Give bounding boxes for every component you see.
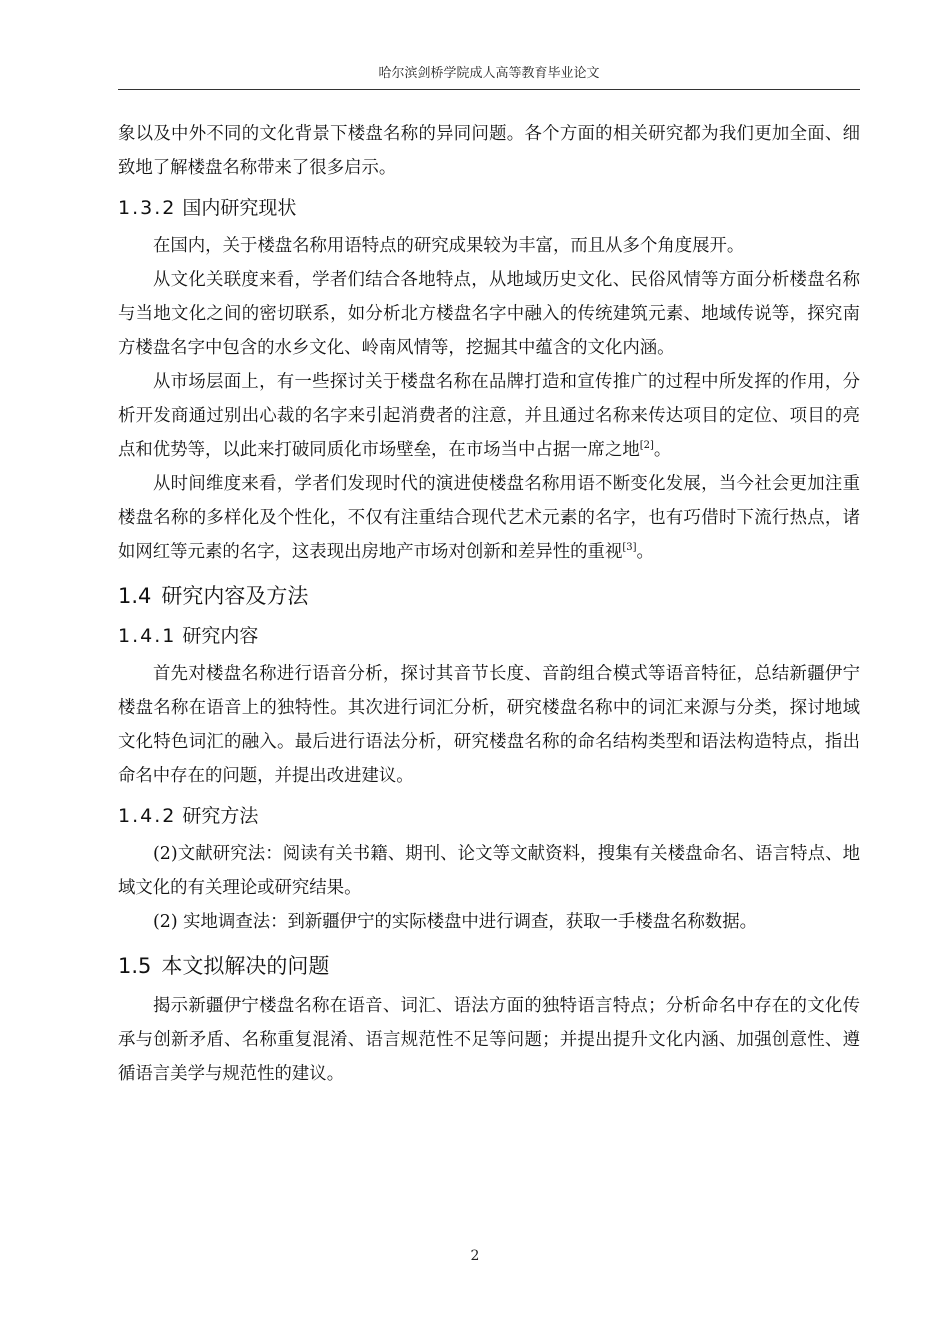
section-heading-1-4-2 — [118, 801, 860, 831]
citation-ref: [2] — [639, 440, 654, 451]
section-heading-1-4 — [118, 579, 860, 613]
intro-paragraph: 象以及中外不同的文化背景下楼盘名称的异同问题。各个方面的相关研究都为我们更加全面、细致地了解楼盘名称带来了很多启示。 — [118, 124, 860, 178]
method-item: (2) 实地调查法：到新疆伊宁的实际楼盘中进行调查，获取一手楼盘名称数据。 — [153, 912, 758, 932]
paragraph-end: 。 — [636, 542, 654, 562]
section-title: 研究内容及方法 — [161, 584, 309, 608]
section-number: 1.4.1 — [118, 625, 177, 647]
section-heading-1-4-1 — [118, 621, 860, 651]
section-title: 本文拟解决的问题 — [161, 954, 330, 978]
method-item: (2)文献研究法：阅读有关书籍、期刊、论文等文献资料，搜集有关楼盘命名、语言特点、地域文化的有关理论或研究结果。 — [118, 844, 860, 898]
paragraph: 在国内，关于楼盘名称用语特点的研究成果较为丰富，而且从多个角度展开。 — [153, 236, 745, 256]
section-title: 国内研究现状 — [182, 197, 297, 219]
section-title: 研究方法 — [182, 805, 259, 827]
document-body — [118, 117, 860, 1091]
section-heading-1-5 — [118, 949, 860, 983]
section-number: 1.5 — [118, 954, 152, 978]
section-heading-1-3-2 — [118, 193, 860, 223]
page-header: 哈尔滨剑桥学院成人高等教育毕业论文 — [378, 66, 600, 81]
section-number: 1.4.2 — [118, 805, 177, 827]
section-number: 1.3.2 — [118, 197, 177, 219]
citation-ref: [3] — [622, 542, 637, 553]
paragraph — [118, 365, 860, 467]
header-rule — [118, 89, 860, 90]
paragraph: 首先对楼盘名称进行语音分析，探讨其音节长度、音韵组合模式等语音特征，总结新疆伊宁楼盘名称在语音上的独特性。其次进行词汇分析，研究楼盘名称中的词汇来源与分类，探讨地域文化特色词汇的融入。最后进行语法分析，研究楼盘名称的命名结构类型和语法构造特点，指出命名中存在的问题，并提出改进建议。 — [118, 664, 860, 786]
paragraph — [118, 467, 860, 569]
section-number: 1.4 — [118, 584, 152, 608]
page-number: 2 — [470, 1248, 480, 1264]
paragraph-text: 从时间维度来看，学者们发现时代的演进使楼盘名称用语不断变化发展，当今社会更加注重楼盘名称的多样化及个性化，不仅有注重结合现代艺术元素的名字，也有巧借时下流行热点，诸如网红等元素的名字，这表现出房地产市场对创新和差异性的重视 — [118, 474, 860, 562]
paragraph: 从文化关联度来看，学者们结合各地特点，从地域历史文化、民俗风情等方面分析楼盘名称与当地文化之间的密切联系，如分析北方楼盘名字中融入的传统建筑元素、地域传说等，探究南方楼盘名字中包含的水乡文化、岭南风情等，挖掘其中蕴含的文化内涵。 — [118, 270, 860, 358]
section-title: 研究内容 — [182, 625, 259, 647]
paragraph-text: 从市场层面上，有一些探讨关于楼盘名称在品牌打造和宣传推广的过程中所发挥的作用，分析开发商通过别出心裁的名字来引起消费者的注意，并且通过名称来传达项目的定位、项目的亮点和优势等，以此来打破同质化市场壁垒，在市场当中占据一席之地 — [118, 372, 860, 460]
paragraph: 揭示新疆伊宁楼盘名称在语音、词汇、语法方面的独特语言特点；分析命名中存在的文化传承与创新矛盾、名称重复混淆、语言规范性不足等问题；并提出提升文化内涵、加强创意性、遵循语言美学与规范性的建议。 — [118, 996, 860, 1084]
paragraph-end: 。 — [653, 440, 672, 460]
